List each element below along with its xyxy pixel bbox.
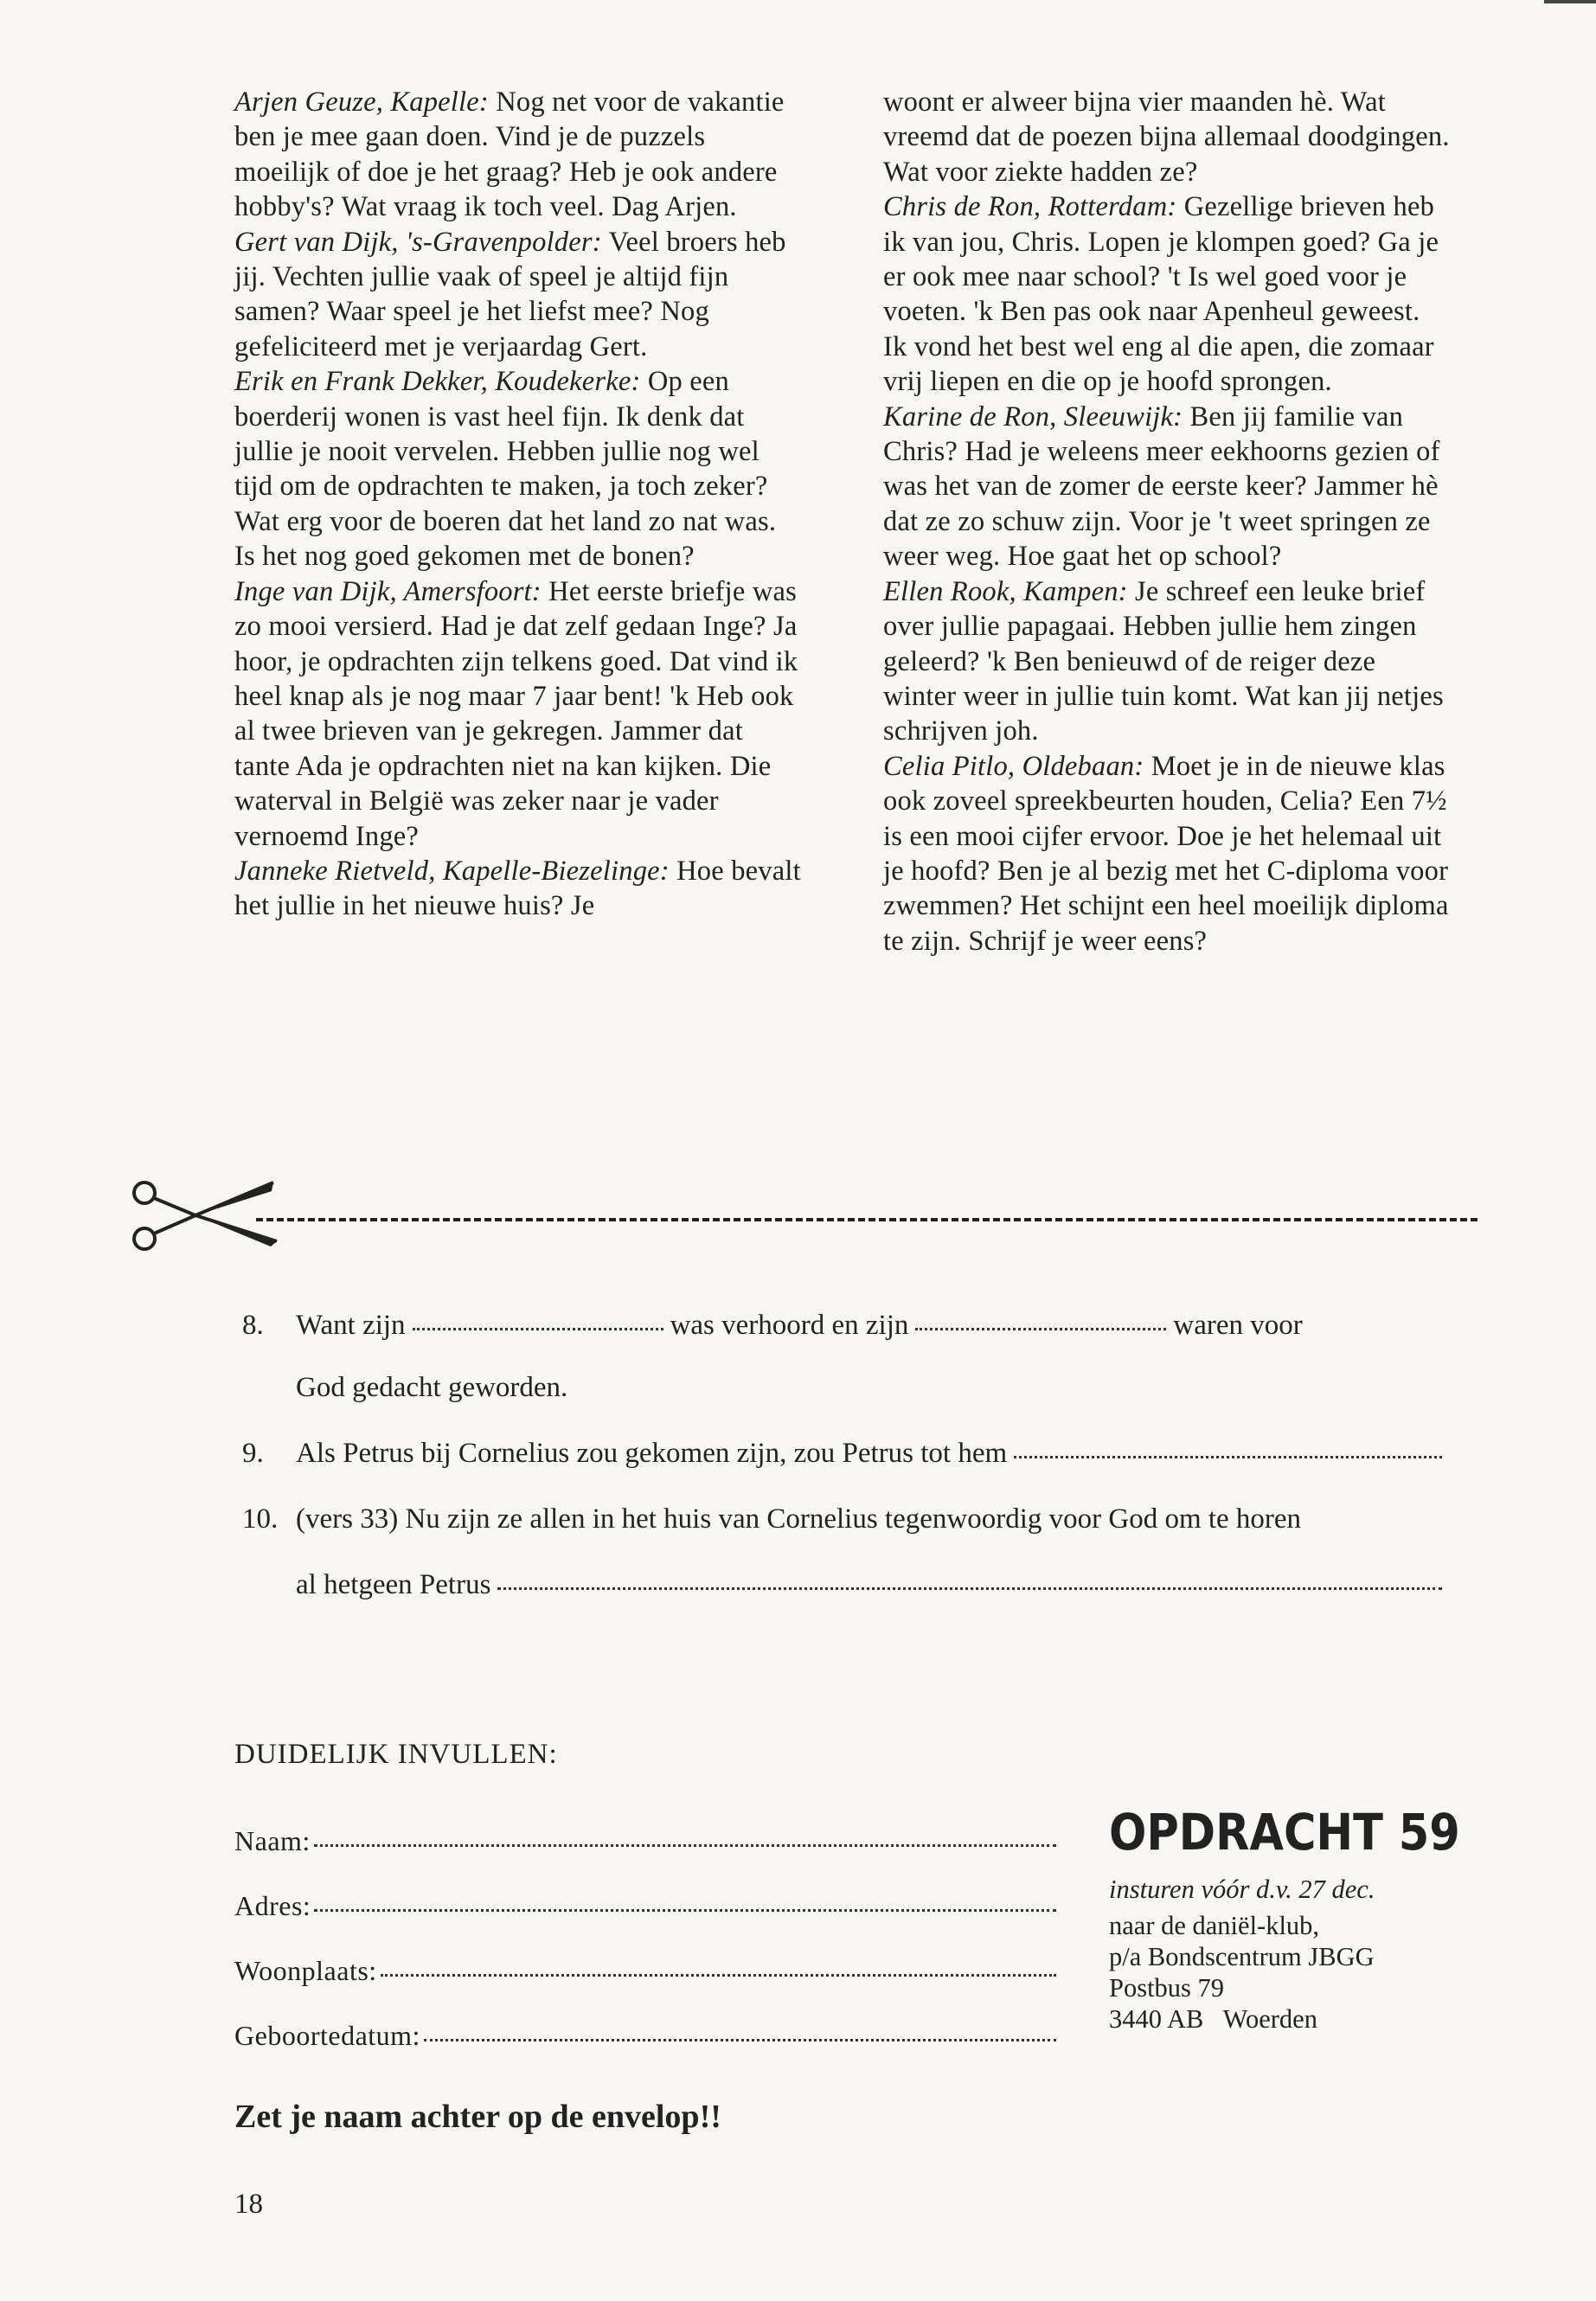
- letter-writer: Ellen Rook, Kampen:: [883, 575, 1128, 607]
- answer-blank[interactable]: [1014, 1456, 1442, 1458]
- form-heading: DUIDELIJK INVULLEN:: [234, 1739, 558, 1770]
- answer-blank[interactable]: [497, 1587, 1442, 1590]
- letter-writer: Arjen Geuze, Kapelle:: [234, 87, 489, 118]
- naam-field[interactable]: [234, 1825, 1056, 1857]
- letter-reply: [883, 189, 1450, 399]
- address-line: p/a Bondscentrum JBGG: [1109, 1942, 1375, 1971]
- left-letters-column: [234, 85, 801, 924]
- letter-writer: Celia Pitlo, Oldebaan:: [883, 750, 1144, 782]
- letter-reply: [883, 749, 1450, 958]
- reply-text: Veel broers heb jij. Vechten jullie vaak of speel je altijd fijn samen? Waar speel je het liefst mee? Nog gefeliciteerd met je verjaardag Gert.: [234, 226, 786, 362]
- question-line: [296, 1308, 1449, 1343]
- field-label: Geboortedatum:: [234, 2020, 420, 2051]
- fill-in-line[interactable]: [314, 1844, 1056, 1847]
- fill-in-line[interactable]: [314, 1909, 1056, 1912]
- letter-writer: Inge van Dijk, Amersfoort:: [234, 575, 542, 607]
- answer-blank[interactable]: [413, 1328, 663, 1330]
- opdracht-title: OPDRACHT 59: [1109, 1803, 1460, 1862]
- address-line: naar de daniël-klub,: [1109, 1911, 1320, 1940]
- scan-edge-mark: [1544, 0, 1596, 3]
- reply-text: Gezellige brieven heb ik van jou, Chris. Lopen je klompen goed? Ga je er ook mee naar school? 't Is wel goed voor je voeten. 'k Ben pas ook naar Apenheul geweest. Ik vond het best wel eng al die apen, die zomaar vrij liepen en die op je hoofd sprongen.: [883, 191, 1439, 398]
- letter-reply: [234, 225, 801, 365]
- letter-reply: [234, 85, 801, 225]
- question-line: [296, 1436, 1449, 1471]
- letter-reply: [883, 574, 1450, 749]
- question-text: waren voor: [1173, 1310, 1303, 1341]
- page-number: 18: [234, 2189, 263, 2220]
- letter-reply: [234, 364, 801, 574]
- opdracht-details: [1109, 1874, 1472, 2035]
- field-label: Woonplaats:: [234, 1955, 377, 1986]
- deadline: insturen vóór d.v. 27 dec.: [1109, 1875, 1375, 1904]
- question-text: (vers 33) Nu zijn ze allen in het huis van Cornelius tegenwoordig voor God om te horen: [296, 1503, 1302, 1535]
- reply-text: Hoe bevalt het jullie in het nieuwe huis? Je: [234, 855, 801, 922]
- letter-reply: [234, 854, 801, 924]
- cut-here-line: [128, 1172, 1477, 1259]
- address-line: 3440 AB Woerden: [1109, 2004, 1317, 2034]
- reply-text: Nog net voor de vakantie ben je mee gaan doen. Vind je de puzzels moeilijk of doe je het graag? Heb je ook andere hobby's? Wat vraag ik toch veel. Dag Arjen.: [234, 87, 785, 223]
- reply-text: woont er alweer bijna vier maanden hè. Wat vreemd dat de poezen bijna allemaal doodgingen. Wat voor ziekte hadden ze?: [883, 87, 1450, 188]
- letter-writer: Janneke Rietveld, Kapelle-Biezelinge:: [234, 855, 670, 887]
- field-label: Naam:: [234, 1825, 311, 1856]
- question-number: 10.: [242, 1503, 279, 1535]
- question-text: God gedacht geworden.: [296, 1372, 568, 1403]
- right-letters-column: [883, 85, 1450, 958]
- scissors-icon: [128, 1172, 284, 1259]
- fill-in-line[interactable]: [381, 1974, 1056, 1977]
- letter-writer: Gert van Dijk, 's-Gravenpolder:: [234, 226, 602, 258]
- letter-reply: [883, 400, 1450, 574]
- field-label: Adres:: [234, 1890, 311, 1921]
- letter-writer: Chris de Ron, Rotterdam:: [883, 191, 1177, 223]
- question-text: Want zijn: [296, 1310, 406, 1341]
- reply-text: Op een boerderij wonen is vast heel fijn. Ik denk dat jullie je nooit vervelen. Hebben jullie nog wel tijd om de opdrachten te maken, ja toch zeker? Wat erg voor de boeren dat het land zo nat was. Is het nog goed gekomen met de bonen?: [234, 366, 777, 573]
- envelope-note: Zet je naam achter op de envelop!!: [234, 2099, 721, 2135]
- reply-text: Het eerste briefje was zo mooi versierd. Had je dat zelf gedaan Inge? Ja hoor, je opdrachten zijn telkens goed. Dat vind ik heel knap als je nog maar 7 jaar bent! 'k Heb ook al twee brieven van je gekregen. Jammer dat tante Ada je opdrachten niet na kan kijken. Die waterval in België was zeker naar je vader vernoemd Inge?: [234, 575, 798, 852]
- question-number: 8.: [242, 1310, 264, 1341]
- dashed-cut-line: [256, 1218, 1477, 1221]
- reply-text: Je schreef een leuke brief over jullie papagaai. Hebben jullie hem zingen geleerd? 'k Ben benieuwd of de reiger deze winter weer in jullie tuin komt. Wat kan jij netjes schrijven joh.: [883, 575, 1444, 747]
- woonplaats-field[interactable]: [234, 1955, 1056, 1987]
- letter-reply: [234, 574, 801, 854]
- address-line: Postbus 79: [1109, 1973, 1225, 2003]
- question-line: [296, 1567, 1449, 1602]
- adres-field[interactable]: [234, 1890, 1056, 1922]
- letter-writer: Karine de Ron, Sleeuwijk:: [883, 401, 1183, 433]
- question-text: was verhoord en zijn: [670, 1310, 909, 1341]
- answer-blank[interactable]: [915, 1328, 1166, 1330]
- question-number: 9.: [242, 1438, 264, 1469]
- letter-writer: Erik en Frank Dekker, Koudekerke:: [234, 366, 641, 398]
- fill-in-line[interactable]: [424, 2039, 1056, 2041]
- geboortedatum-field[interactable]: [234, 2020, 1056, 2052]
- question-text: Als Petrus bij Cornelius zou gekomen zijn, zou Petrus tot hem: [296, 1438, 1008, 1469]
- reply-text: Moet je in de nieuwe klas ook zoveel spreekbeurten houden, Celia? Een 7½ is een mooi cijfer ervoor. Doe je het helemaal uit je hoofd? Ben je al bezig met het C-diploma voor zwemmen? Het schijnt een heel moeilijk diploma te zijn. Schrijf je weer eens?: [883, 750, 1449, 957]
- letter-reply: [883, 85, 1450, 189]
- question-text: al hetgeen Petrus: [296, 1569, 491, 1600]
- reply-text: Ben jij familie van Chris? Had je weleens meer eekhoorns gezien of was het van de zomer de eerste keer? Jammer hè dat ze zo schuw zijn. Voor je 't weet springen ze weer weg. Hoe gaat het op school?: [883, 401, 1440, 573]
